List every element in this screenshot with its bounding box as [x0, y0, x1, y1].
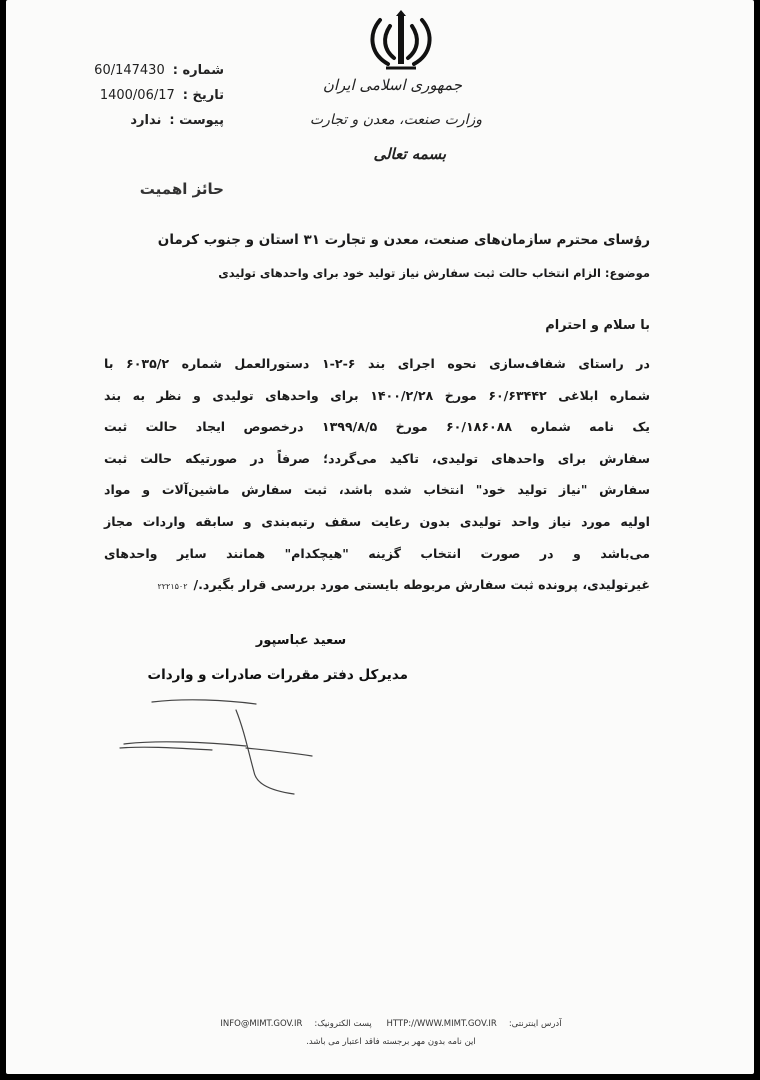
body-line: اولیه مورد نیاز واحد تولیدی بدون رعایت سقف رتبه‌بندی و سابقه واردات مجاز	[104, 513, 650, 529]
body-line: می‌باشد و در صورت انتخاب گزینه "هیچکدام" همانند سایر واحدهای	[104, 545, 650, 561]
footer-note: این نامه بدون مهر برجسته فاقد اعتبار می باشد.	[306, 1037, 476, 1047]
greeting: با سلام و احترام	[545, 318, 650, 333]
handwritten-signature	[116, 690, 316, 800]
letter-number-row	[74, 58, 224, 83]
letter-number-value: 60/147430	[94, 63, 165, 78]
body-line: یک نامه شماره ۶۰/۱۸۶۰۸۸ مورخ ۱۳۹۹/۸/۵ درخصوص ایجاد حالت ثبت	[104, 419, 650, 435]
email-link[interactable]: INFO@MIMT.GOV.IR	[220, 1019, 303, 1029]
ministry-line-1: جمهوری اسلامی ایران	[322, 76, 462, 94]
letter-date-row	[74, 83, 224, 108]
basmala: بسمه تعالی	[373, 145, 446, 163]
subject-line: موضوع: الزام انتخاب حالت ثبت سفارش نیاز تولید خود برای واحدهای تولیدی	[218, 266, 650, 280]
letter-date-label: تاریخ :	[182, 88, 224, 103]
iran-emblem-icon	[366, 10, 436, 72]
email-label: پست الکترونیک:	[314, 1019, 372, 1029]
letter-meta	[74, 58, 224, 133]
body-line: شماره ابلاغی ۶۰/۶۳۴۴۲ مورخ ۱۴۰۰/۲/۲۸ برای واحدهای تولیدی و نظر به بند	[104, 387, 650, 403]
website-link[interactable]: HTTP://WWW.MIMT.GOV.IR	[386, 1019, 497, 1029]
signer-name: سعید عباسپور	[255, 633, 347, 648]
letter-attachment-row	[74, 108, 224, 133]
priority-stamp: حائز اهمیت	[139, 180, 224, 198]
ministry-line-2: وزارت صنعت، معدن و تجارت	[309, 112, 482, 128]
footer-address	[201, 1019, 581, 1029]
letter-page	[6, 0, 754, 1074]
body-line: در راستای شفاف‌سازی نحوه اجرای بند ۶-۲-۱ دستورالعمل شماره ۶۰۳۵/۲ با	[104, 356, 650, 371]
letter-number-label: شماره :	[172, 63, 224, 78]
body-line-text: غیرتولیدی، پرونده ثبت سفارش مربوطه بایستی مورد بررسی قرار بگیرد./	[193, 577, 650, 593]
recipient: رؤسای محترم سازمان‌های صنعت، معدن و تجارت ۳۱ استان و جنوب کرمان	[157, 232, 650, 248]
body-line: سفارش "نیاز تولید خود" انتخاب شده باشد، ثبت سفارش ماشین‌آلات و مواد	[104, 482, 650, 498]
reference-number: ۲۲۲۱۵۰۲	[157, 582, 188, 592]
signer-title: مدیرکل دفتر مقررات صادرات و واردات	[147, 667, 408, 683]
photo-border	[0, 1074, 760, 1080]
letter-attachment-label: پیوست :	[169, 113, 224, 128]
body-line-last	[104, 569, 650, 603]
letter-body	[104, 348, 650, 603]
letter-date-value: 1400/06/17	[99, 88, 175, 103]
body-line: سفارش برای واحدهای تولیدی، تاکید می‌گردد؛ صرفاً در صورتیکه حالت ثبت	[104, 450, 650, 466]
letter-attachment-value: ندارد	[130, 113, 162, 128]
website-label: آدرس اینترنتی:	[508, 1019, 562, 1029]
